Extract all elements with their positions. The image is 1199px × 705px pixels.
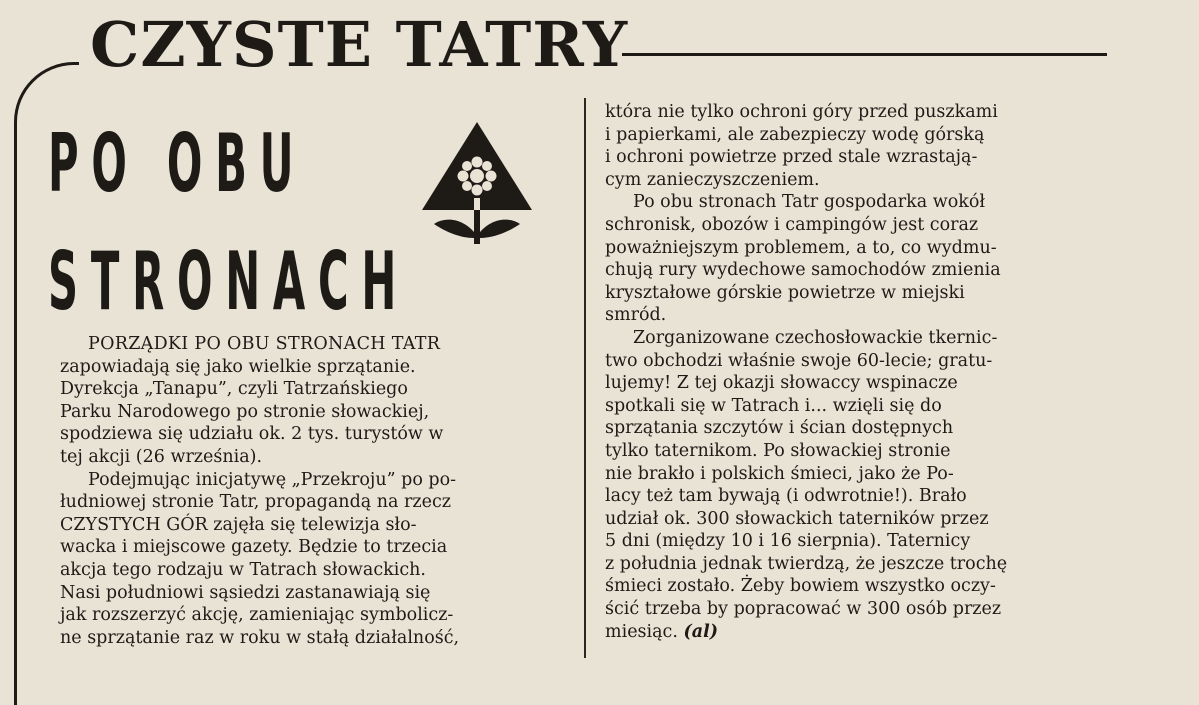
section-title: CZYSTE TATRY [90,8,629,81]
text-line: Dyrekcja „Tanapu”, czyli Tatrzańskiego [60,379,408,400]
text-line: Parku Narodowego po stronie słowackiej, [60,401,430,422]
text-line: Nasi południowi sąsiedzi zastanawiają się [60,582,431,603]
text-line: chują rury wydechowe samochodów zmienia [605,260,1001,281]
text-line: która nie tylko ochroni góry przed puszkami [605,102,998,122]
text-line: PORZĄDKI PO OBU STRONACH TATR [88,334,441,354]
text-line: 5 dni (między 10 i 16 sierpnia). Taternicy [605,531,971,552]
header-rule [622,53,1107,56]
text-line: ne sprzątanie raz w roku w stałą działalność, [60,627,460,648]
text-line: jak rozszerzyć akcję, zamieniając symbolicz- [60,605,454,626]
text-line: łudniowej stronie Tatr, propagandą na rzecz [60,492,451,513]
text-line: CZYSTYCH GÓR zajęła się telewizja sło- [60,514,417,535]
text-line: Zorganizowane czechosłowackie tkernic- [633,327,998,348]
text-line: i ochroni powietrze przed stale wzrastają- [605,147,978,168]
text-line: śmieci zostało. Żeby bowiem wszystko oczy- [605,576,996,597]
text-line: spodziewa się udziału ok. 2 tys. turystów w [60,424,444,445]
text-line: zapowiadają się jako wielkie sprzątanie. [60,356,416,377]
text-line: cym zanieczyszczeniem. [605,169,820,190]
text-line: ścić trzeba by popracować w 300 osób przez [605,599,1002,620]
text-line: schronisk, obozów i campingów jest coraz [605,214,979,235]
text-line: lujemy! Z tej okazji słowaccy wspinacze [605,373,958,394]
text-line-end: miesiąc. [605,621,678,642]
text-line: Po obu stronach Tatr gospodarka wokół [633,192,986,213]
author-signature: (al) [683,621,719,642]
text-line: poważniejszym problemem, a to, co wydmu- [605,237,997,258]
text-line: smród. [605,305,667,326]
article-headline [48,105,409,341]
text-line: two obchodzi właśnie swoje 60-lecie; gratu- [605,350,993,371]
text-line: i papierkami, ale zabezpieczy wodę górską [605,124,985,145]
last-text-line [605,621,1105,644]
text-line: sprzątania szczytów i ścian dostępnych [605,418,954,439]
text-line: spotkali się w Tatrach i... wzięli się do [605,395,942,416]
text-line: Podejmując inicjatywę „Przekroju” po po- [88,469,457,490]
headline-line-1: PO OBU [48,117,307,210]
right-column [605,101,1105,643]
text-line: kryształowe górskie powietrze w miejski [605,282,965,303]
text-line: tylko taternikom. Po słowackiej stronie [605,440,951,461]
headline-line-2: STRONACH [48,235,410,328]
column-divider [584,98,586,658]
text-line: nie brakło i polskich śmieci, jako że Po- [605,463,954,484]
text-line: lacy też tam bywają (i odwrotnie!). Brało [605,486,967,507]
text-line: z południa jednak twierdzą, że jeszcze trochę [605,553,1008,574]
text-line: akcja tego rodzaju w Tatrach słowackich. [60,559,426,580]
text-line: wacka i miejscowe gazety. Będzie to trzecia [60,537,448,558]
text-line: udział ok. 300 słowackich taterników przez [605,508,989,529]
flower-triangle-icon [420,120,534,246]
text-line: tej akcji (26 września). [60,446,263,467]
left-column [60,333,560,649]
